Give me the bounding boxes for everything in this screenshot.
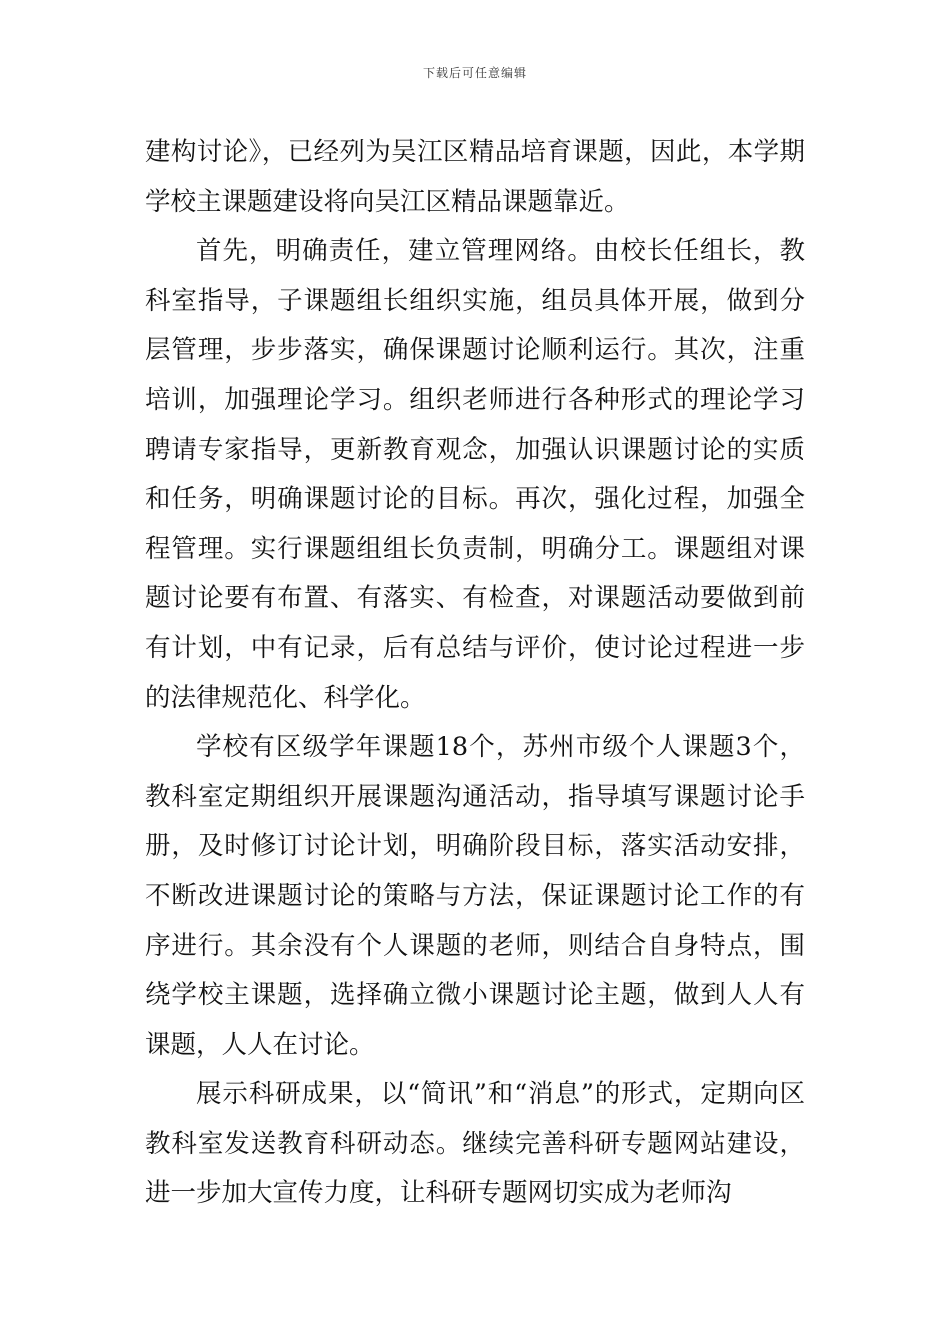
page-header: 下载后可任意编辑 (422, 66, 527, 80)
paragraph-3: 学校有区级学年课题18个，苏州市级个人课题3个，教科室定期组织开展课题沟通活动，指导填写课题讨论手册，及时修订讨论计划，明确阶段目标，落实活动安排，不断改进课题讨论的策略与方法，保证课题讨论工作的有序进行。其余没有个人课题的老师，则结合自身特点，围绕学校主课题，选择确立微小课题讨论主题，做到人人有课题，人人在讨论。 (145, 732, 805, 1060)
document-body (145, 128, 805, 1219)
paragraph-1: 建构讨论》，已经列为吴江区精品培育课题，因此，本学期学校主课题建设将向吴江区精品课题靠近。 (145, 137, 805, 217)
paragraph-2: 首先，明确责任，建立管理网络。由校长任组长，教科室指导，子课题组长组织实施，组员具体开展，做到分层管理，步步落实，确保课题讨论顺利运行。其次，注重培训，加强理论学习。组织老师进行各种形式的理论学习聘请专家指导，更新教育观念，加强认识课题讨论的实质和任务，明确课题讨论的目标。再次，强化过程，加强全程管理。实行课题组组长负责制，明确分工。课题组对课题讨论要有布置、有落实、有检查，对课题活动要做到前有计划，中有记录，后有总结与评价，使讨论过程进一步的法律规范化、科学化。 (145, 236, 805, 713)
paragraph-4: 展示科研成果，以“简讯”和“消息”的形式，定期向区教科室发送教育科研动态。继续完善科研专题网站建设，进一步加大宣传力度，让科研专题网切实成为老师沟 (145, 1079, 805, 1209)
